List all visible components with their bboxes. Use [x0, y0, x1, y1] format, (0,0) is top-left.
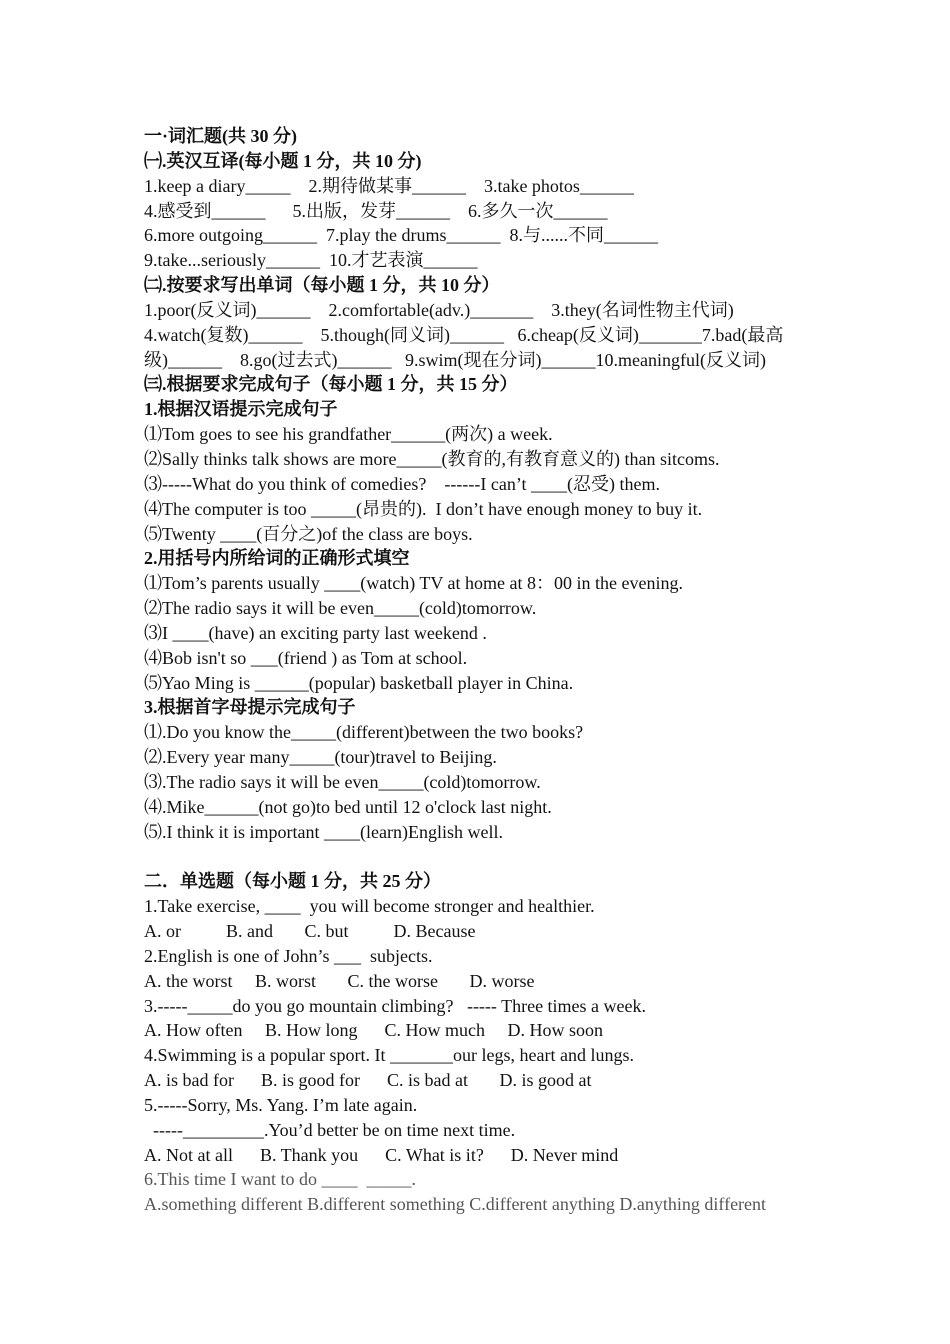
text-line: 4.感受到______ 5.出版，发芽______ 6.多久一次______: [144, 200, 608, 221]
text-line: ⑵.Every year many_____(tour)travel to Beijing.: [144, 747, 497, 768]
text-line: ⑶I ____(have) an exciting party last weekend .: [144, 622, 487, 643]
section-heading: ㈡.按要求写出单词（每小题 1 分，共 10 分）: [144, 275, 500, 296]
text-line: ⑴.Do you know the_____(different)between the two books?: [144, 722, 584, 743]
section-heading: 1.根据汉语提示完成句子: [144, 399, 338, 420]
text-line: ⑷Bob isn't so ___(friend ) as Tom at school.: [144, 647, 468, 668]
text-line: ⑴Tom goes to see his grandfather______(两次) a week.: [144, 424, 553, 445]
text-line: ⑵Sally thinks talk shows are more_____(教育的,有教育意义的) than sitcoms.: [144, 448, 720, 469]
text-line: 1.Take exercise, ____ you will become stronger and healthier.: [144, 896, 595, 917]
text-line: 6.more outgoing______ 7.play the drums______ 8.与......不同______: [144, 225, 658, 246]
text-line: ⑶-----What do you think of comedies? ------I can’t ____(忍受) them.: [144, 473, 660, 494]
text-line: 9.take...seriously______ 10.才艺表演______: [144, 250, 478, 271]
text-line: A. the worst B. worst C. the worse D. worse: [144, 970, 535, 991]
text-line: ⑷.Mike______(not go)to bed until 12 o'clock last night.: [144, 796, 552, 817]
section-heading: ㈠.英汉互译(每小题 1 分，共 10 分): [144, 150, 422, 171]
text-line: ⑶.The radio says it will be even_____(cold)tomorrow.: [144, 771, 541, 792]
text-line: ⑷The computer is too _____(昂贵的). I don’t have enough money to buy it.: [144, 498, 703, 519]
text-line: A. is bad for B. is good for C. is bad at D. is good at: [144, 1070, 592, 1091]
text-line: ⑸.I think it is important ____(learn)English well.: [144, 821, 503, 842]
section-heading: 一·词汇题(共 30 分): [144, 126, 297, 146]
text-line: A. or B. and C. but D. Because: [144, 921, 476, 941]
text-line: A.something different B.different something C.different anything D.anything different: [144, 1194, 767, 1215]
text-line: ⑵The radio says it will be even_____(cold)tomorrow.: [144, 598, 537, 619]
text-line: ⑴Tom’s parents usually ____(watch) TV at home at 8：00 in the evening.: [144, 573, 683, 594]
text-line: 1.keep a diary_____ 2.期待做某事______ 3.take photos______: [144, 175, 634, 196]
section-heading: 3.根据首字母提示完成句子: [144, 697, 356, 718]
text-line: 5.-----Sorry, Ms. Yang. I’m late again.: [144, 1094, 418, 1115]
text-line: A. Not at all B. Thank you C. What is it? D. Never mind: [144, 1144, 619, 1165]
text-line: 1.poor(反义词)______ 2.comfortable(adv.)_______ 3.they(名词性物主代词): [144, 299, 734, 320]
section-heading: ㈢.根据要求完成句子（每小题 1 分，共 15 分）: [144, 374, 518, 395]
section-heading: 二．单选题（每小题 1 分，共 25 分）: [144, 871, 441, 892]
blank-line: [144, 844, 814, 869]
text-line: A. How often B. How long C. How much D. How soon: [144, 1020, 603, 1041]
text-line: 4.Swimming is a popular sport. It _______our legs, heart and lungs.: [144, 1045, 634, 1066]
text-line: 3.-----_____do you go mountain climbing? ----- Three times a week.: [144, 995, 647, 1016]
text-line: -----_________.You’d better be on time next time.: [144, 1119, 516, 1140]
text-line: ⑸Yao Ming is ______(popular) basketball player in China.: [144, 672, 574, 693]
section-heading: 2.用括号内所给词的正确形式填空: [144, 548, 410, 569]
text-line: 4.watch(复数)______ 5.though(同义词)______ 6.cheap(反义词)_______7.bad(最高: [144, 324, 784, 345]
worksheet-lines: [144, 124, 814, 1217]
text-line: 级)______ 8.go(过去式)______ 9.swim(现在分词)______10.meaningful(反义词): [144, 349, 766, 370]
text-line: 2.English is one of John’s ___ subjects.: [144, 945, 433, 966]
worksheet-page: [144, 124, 814, 1217]
text-line: ⑸Twenty ____(百分之)of the class are boys.: [144, 523, 473, 544]
text-line: 6.This time I want to do ____ _____.: [144, 1169, 416, 1190]
